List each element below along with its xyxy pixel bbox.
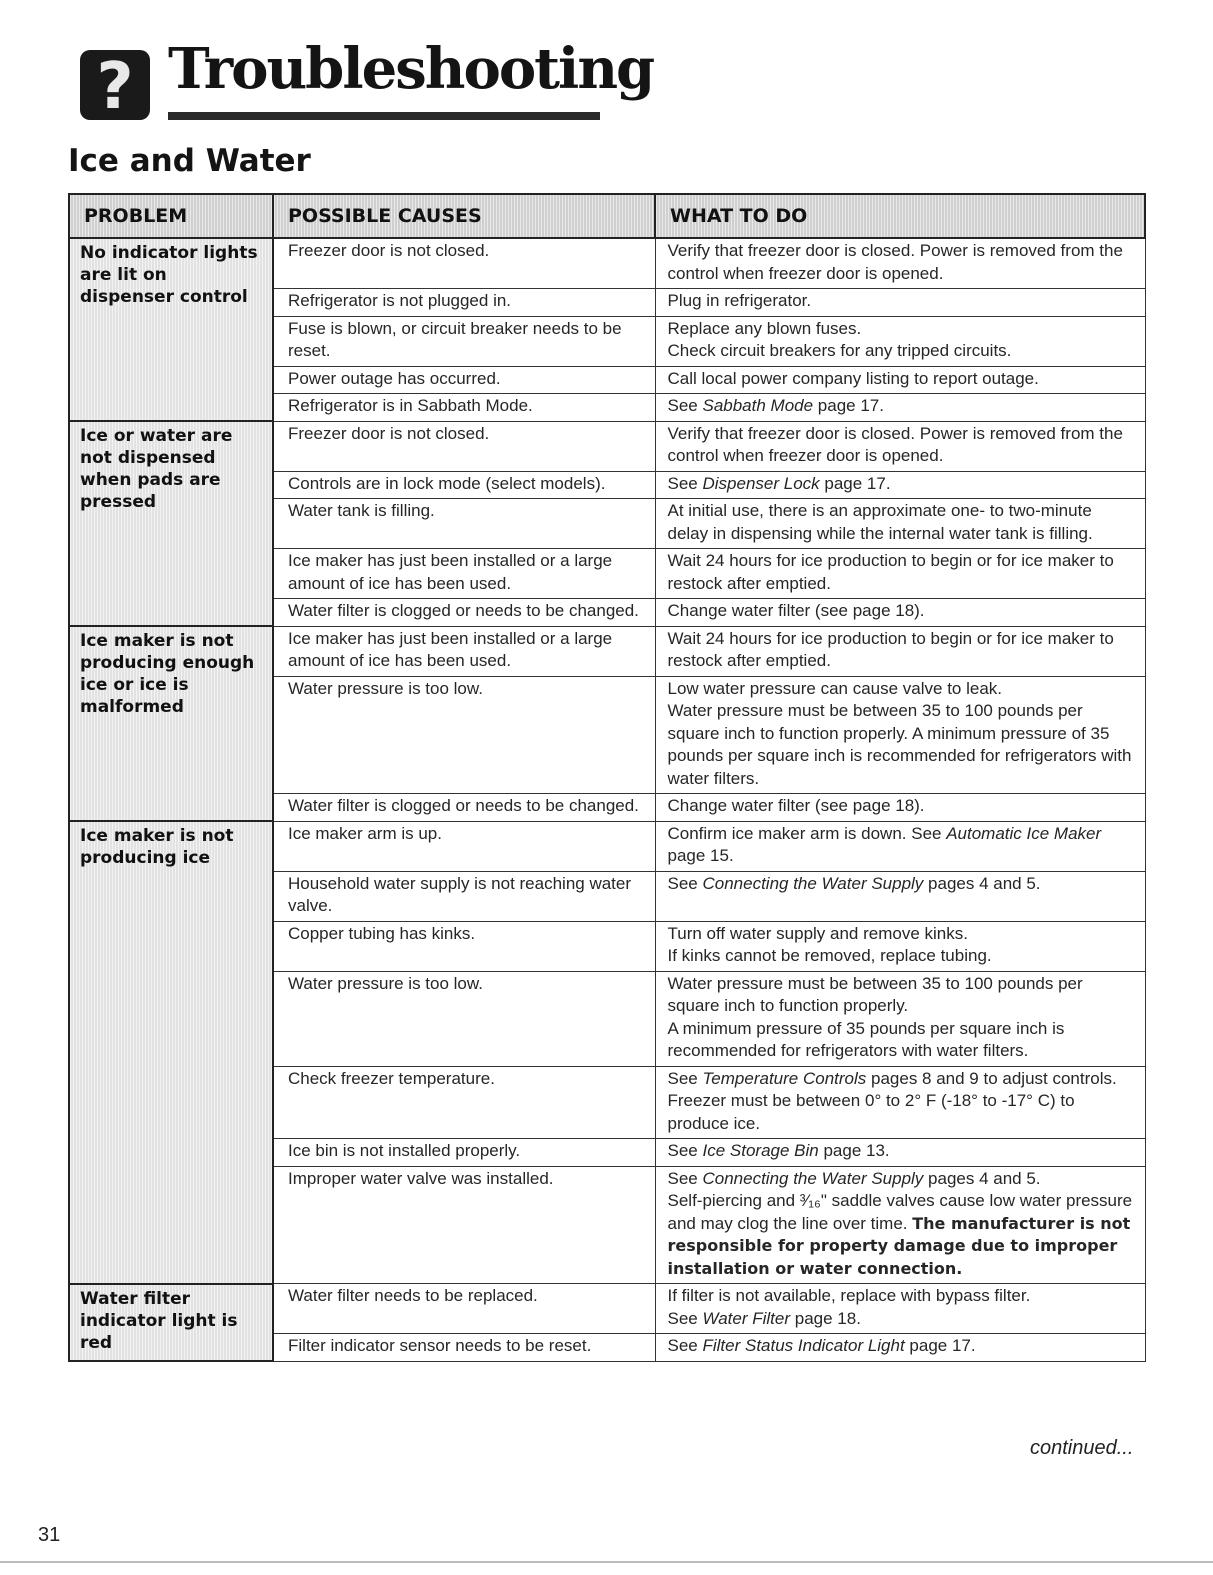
action-text: See — [667, 1336, 703, 1355]
warning-text: The manufacturer is not responsible for property damage due to improper installation or water connection. — [667, 1213, 1131, 1278]
cause-cell: Water pressure is too low. — [273, 971, 655, 1066]
cause-cell: Water filter is clogged or needs to be changed. — [273, 794, 655, 822]
question-mark-glyph: ? — [96, 50, 134, 124]
action-text: pages 4 and 5. — [923, 1168, 1041, 1188]
action-text: page 13. — [818, 1141, 890, 1160]
problem-cell: Water filter indicator light is red — [69, 1284, 273, 1362]
table-row — [69, 821, 1145, 871]
action-text: page 17. — [813, 396, 884, 415]
action-cell — [655, 1139, 1145, 1167]
cause-cell: Fuse is blown, or circuit breaker needs to be reset. — [273, 316, 655, 366]
action-text: page 17. — [904, 1336, 976, 1355]
cause-cell: Freezer door is not closed. — [273, 421, 655, 471]
problem-cell: Ice maker is not producing ice — [69, 821, 273, 1284]
problem-cell: Ice or water are not dispensed when pads are pressed — [69, 421, 273, 626]
cause-cell: Improper water valve was installed. — [273, 1166, 655, 1284]
table-row — [69, 626, 1145, 676]
continued-note: continued... — [1030, 1437, 1134, 1459]
problem-cell: Ice maker is not producing enough ice or ice is malformed — [69, 626, 273, 821]
cause-cell: Copper tubing has kinks. — [273, 921, 655, 971]
cause-cell: Water filter needs to be replaced. — [273, 1284, 655, 1334]
page-number: 31 — [38, 1524, 61, 1546]
action-text: At initial use, there is an approximate one- to two-minute delay in dispensing while the internal water tank is filling. — [667, 501, 1093, 543]
action-cell — [655, 289, 1145, 317]
action-text: Verify that freezer door is closed. Power is removed from the control when freezer door is opened. — [667, 423, 1123, 465]
action-cell — [655, 1166, 1145, 1284]
page-header — [80, 22, 654, 124]
action-text: page 18. — [790, 1308, 861, 1328]
table-row — [69, 421, 1145, 471]
action-text: If kinks cannot be removed, replace tubing. — [667, 946, 992, 965]
bottom-rule — [0, 1561, 1213, 1563]
action-text: Wait 24 hours for ice production to begin or for ice maker to restock after emptied. — [667, 551, 1114, 593]
table-header-row — [69, 194, 1145, 238]
cause-cell: Water tank is filling. — [273, 499, 655, 549]
action-text: Wait 24 hours for ice production to begin or for ice maker to restock after emptied. — [667, 628, 1114, 670]
cause-cell: Freezer door is not closed. — [273, 238, 655, 289]
title-underline — [168, 112, 600, 120]
cause-cell: Check freezer temperature. — [273, 1066, 655, 1139]
reference-link-text: Sabbath Mode — [702, 396, 814, 415]
troubleshooting-table-container — [68, 193, 1144, 1362]
action-text: If filter is not available, replace with bypass filter. — [667, 1286, 1031, 1305]
action-cell — [655, 626, 1145, 676]
section-title: Ice and Water — [68, 143, 311, 179]
action-cell — [655, 366, 1145, 394]
action-text: page 15. — [667, 846, 734, 865]
action-text: Self-piercing and ³⁄₁₆" saddle valves cause low water pressure and may clog the line over time. — [667, 1191, 1133, 1233]
cause-cell: Ice maker has just been installed or a large amount of ice has been used. — [273, 549, 655, 599]
action-cell — [655, 471, 1145, 499]
action-text: Low water pressure can cause valve to leak. — [667, 678, 1003, 698]
action-text: pages 8 and 9 to adjust controls. Freezer must be between 0° to 2° F (-18° to -17° C) to produce ice. — [667, 1068, 1117, 1133]
cause-cell: Water pressure is too low. — [273, 676, 655, 794]
action-cell — [655, 794, 1145, 822]
cause-cell: Power outage has occurred. — [273, 366, 655, 394]
reference-link-text: Temperature Controls — [702, 1068, 867, 1088]
reference-link-text: Dispenser Lock — [702, 473, 820, 493]
action-text: Water pressure must be between 35 to 100 pounds per square inch to function properly. — [667, 973, 1083, 1015]
action-text: See — [667, 1168, 703, 1188]
action-cell — [655, 871, 1145, 921]
reference-link-text: Automatic Ice Maker — [946, 823, 1102, 843]
action-text: Water pressure must be between 35 to 100 pounds per square inch to function properly. A minimum pressure of 35 pounds per square inch is recommended for refrigerators with water filters. — [667, 701, 1132, 788]
action-cell — [655, 599, 1145, 627]
action-text: See — [667, 873, 703, 893]
action-text: pages 4 and 5. — [923, 873, 1041, 893]
cause-cell: Water filter is clogged or needs to be changed. — [273, 599, 655, 627]
cause-cell: Ice bin is not installed properly. — [273, 1139, 655, 1167]
cause-cell: Household water supply is not reaching water valve. — [273, 871, 655, 921]
action-cell — [655, 921, 1145, 971]
cause-cell: Refrigerator is in Sabbath Mode. — [273, 394, 655, 422]
cause-cell: Ice maker has just been installed or a large amount of ice has been used. — [273, 626, 655, 676]
action-cell — [655, 676, 1145, 794]
action-text: page 17. — [819, 473, 891, 493]
action-text: See — [667, 396, 703, 415]
reference-link-text: Filter Status Indicator Light — [702, 1336, 905, 1355]
header-what-to-do: WHAT TO DO — [655, 194, 1145, 238]
header-problem: PROBLEM — [69, 194, 273, 238]
table-row — [69, 238, 1145, 289]
troubleshooting-table — [68, 193, 1146, 1362]
action-text: Check circuit breakers for any tripped circuits. — [667, 341, 1012, 360]
action-text: Change water filter (see page 18). — [667, 796, 925, 815]
action-text: Plug in refrigerator. — [667, 291, 812, 310]
action-cell — [655, 238, 1145, 289]
reference-link-text: Connecting the Water Supply — [702, 873, 924, 893]
question-mark-icon — [80, 50, 150, 124]
page-title: Troubleshooting — [168, 36, 654, 102]
action-cell — [655, 1284, 1145, 1334]
action-text: Call local power company listing to report outage. — [667, 368, 1039, 388]
action-cell — [655, 549, 1145, 599]
action-text: See — [667, 1068, 703, 1088]
reference-link-text: Ice Storage Bin — [702, 1141, 819, 1160]
action-text: Change water filter (see page 18). — [667, 601, 925, 620]
action-text: Replace any blown fuses. — [667, 318, 862, 338]
action-text: See — [667, 473, 703, 493]
action-text: Turn off water supply and remove kinks. — [667, 923, 968, 943]
action-text: Confirm ice maker arm is down. See — [667, 823, 947, 843]
action-cell — [655, 1334, 1145, 1362]
header-possible-causes: POSSIBLE CAUSES — [273, 194, 655, 238]
action-cell — [655, 421, 1145, 471]
action-cell — [655, 316, 1145, 366]
action-text: Verify that freezer door is closed. Power is removed from the control when freezer door is opened. — [667, 241, 1123, 283]
action-text: See — [667, 1141, 703, 1160]
cause-cell: Filter indicator sensor needs to be reset. — [273, 1334, 655, 1362]
cause-cell: Refrigerator is not plugged in. — [273, 289, 655, 317]
cause-cell: Controls are in lock mode (select models). — [273, 471, 655, 499]
action-cell — [655, 1066, 1145, 1139]
action-cell — [655, 499, 1145, 549]
action-cell — [655, 971, 1145, 1066]
action-cell — [655, 821, 1145, 871]
action-text: See — [667, 1308, 703, 1328]
action-text: A minimum pressure of 35 pounds per square inch is recommended for refrigerators with water filters. — [667, 1018, 1065, 1060]
problem-cell: No indicator lights are lit on dispenser control — [69, 238, 273, 421]
reference-link-text: Water Filter — [702, 1308, 791, 1328]
cause-cell: Ice maker arm is up. — [273, 821, 655, 871]
table-body — [69, 238, 1145, 1361]
table-row — [69, 1284, 1145, 1334]
reference-link-text: Connecting the Water Supply — [702, 1168, 924, 1188]
action-cell — [655, 394, 1145, 422]
